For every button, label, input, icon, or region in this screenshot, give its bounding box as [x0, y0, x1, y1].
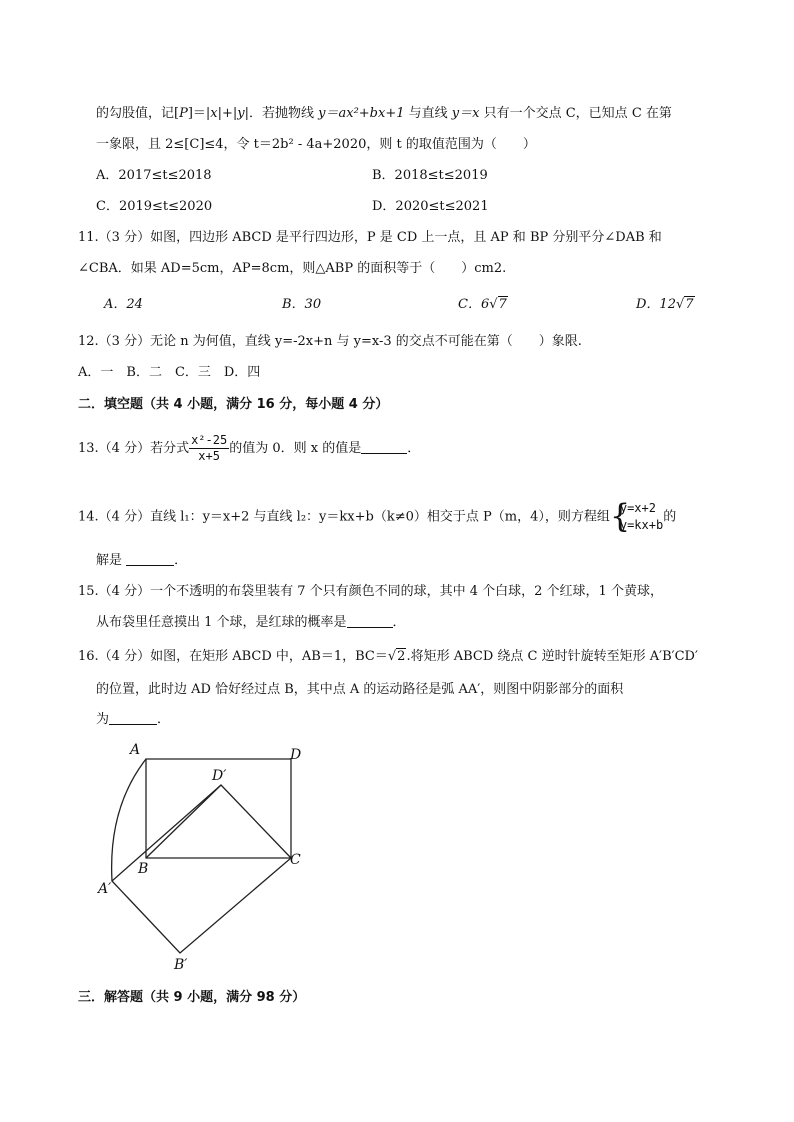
q10-var: x [210, 106, 218, 121]
sqrt-icon: √7 [489, 297, 507, 312]
rectangle-abcd [146, 759, 291, 858]
q14-answer-blank[interactable] [126, 552, 174, 566]
q11-option-d-radicand: 7 [685, 297, 694, 312]
q15-answer-blank[interactable] [347, 614, 393, 628]
label-c: C [290, 852, 301, 868]
rectangle-a-prime-b-prime-c-d-prime [112, 785, 291, 953]
q10-text: ]＝| [187, 106, 211, 121]
q16-radicand: 2 [397, 649, 406, 664]
q14-line2 [96, 552, 187, 570]
q10-text: 与直线 [404, 106, 452, 121]
q10-equation: y＝ax²+bx+1 [318, 106, 405, 121]
q16-text: 为 [96, 712, 110, 727]
label-b: B [138, 861, 149, 877]
sqrt-icon: √7 [675, 297, 694, 312]
q14-text: 的 [663, 509, 677, 525]
brace-icon: { [609, 497, 631, 535]
q13-denominator: x+5 [198, 449, 220, 463]
q16-text: ． [157, 712, 171, 727]
q16-line3 [96, 711, 170, 729]
q13-fraction [189, 433, 229, 464]
arc-a-a-prime [112, 759, 149, 881]
q15-text: ． [392, 615, 406, 630]
q16-line1 [78, 648, 698, 666]
segment-b-d-prime [146, 785, 221, 858]
label-a: A [130, 742, 141, 758]
q10-var: P [179, 106, 188, 121]
q14-line1 [78, 497, 677, 535]
sqrt-icon: √2 [387, 649, 406, 664]
q16-text: .将矩形 ABCD 绕点 C 逆时针旋转至矩形 A′B′CD′ [406, 649, 698, 664]
section-heading-solutions: 三．解答题（共 9 小题，满分 98 分） [78, 990, 306, 1005]
q14-equation-1: y=x+2 [619, 501, 656, 515]
q13-line [78, 433, 420, 464]
q11-option-b: B．30 [282, 297, 322, 312]
q12-options: A．一 B．二 C．三 D．四 [78, 365, 261, 380]
q13-numerator: x²-25 [191, 433, 228, 447]
q11-option-c-radicand: 7 [498, 297, 507, 312]
q14-equation-2: y=kx+b [619, 518, 664, 532]
q10-var: y [237, 106, 245, 121]
q14-text: ． [174, 553, 188, 568]
q11-option-c [458, 296, 508, 314]
q13-text: 13.（4 分）若分式 [78, 441, 190, 456]
q10-equation: y＝x [451, 106, 480, 121]
q12-line1: 12.（3 分）无论 n 为何值，直线 y=-2x+n 与 y=x-3 的交点不可能在第（ ）象限. [78, 334, 582, 349]
label-b-prime: B′ [174, 957, 188, 973]
q14-text: 14.（4 分）直线 l₁：y＝x+2 与直线 l₂：y＝kx+b（k≠0）相交于点 P（m，4），则方程组 [78, 509, 610, 525]
q14-equation-system [609, 497, 664, 535]
q10-text: 只有一个交点 C，已知点 C 在第 [479, 106, 672, 121]
q16-text: 16.（4 分）如图，在矩形 ABCD 中，AB＝1，BC＝ [78, 649, 388, 664]
label-d-prime: D′ [212, 768, 227, 784]
q11-option-a: A．24 [104, 297, 143, 312]
q10-option-c: C．2019≤t≤2020 [96, 199, 213, 214]
q11-option-c-coef: C．6 [458, 297, 490, 312]
q15-line2 [96, 614, 406, 632]
q13-text: 的值为 0．则 x 的值是 [229, 441, 362, 456]
q10-line2: 一象限，且 2≤[C]≤4，令 t＝2b² - 4a+2020，则 t 的取值范围为（ ） [96, 137, 536, 152]
section-heading-fill-in: 二．填空题（共 4 小题，满分 16 分，每小题 4 分） [78, 397, 389, 412]
q10-text: |+| [217, 106, 238, 121]
q10-line1 [96, 105, 672, 123]
q10-option-b: B．2018≤t≤2019 [372, 168, 488, 183]
q13-answer-blank[interactable] [361, 440, 407, 454]
label-d: D [290, 747, 302, 763]
q11-line2: ∠CBA．如果 AD=5cm，AP=8cm，则△ABP 的面积等于（ ）cm2. [78, 261, 507, 276]
q13-text: ． [407, 441, 421, 456]
q11-option-d [636, 296, 695, 314]
q15-line1: 15.（4 分）一个不透明的布袋里装有 7 个只有颜色不同的球，其中 4 个白球，2 个红球，1 个黄球， [78, 584, 663, 599]
q11-line1: 11.（3 分）如图，四边形 ABCD 是平行四边形，P 是 CD 上一点，且 AP 和 BP 分别平分∠DAB 和 [78, 230, 662, 245]
q10-option-d: D．2020≤t≤2021 [372, 199, 489, 214]
q10-option-a: A．2017≤t≤2018 [96, 168, 212, 183]
q10-text: |．若抛物线 [244, 106, 319, 121]
label-a-prime: A′ [98, 881, 112, 897]
q15-text: 从布袋里任意摸出 1 个球，是红球的概率是 [96, 615, 347, 630]
q16-answer-blank[interactable] [109, 711, 157, 725]
q16-line2: 的位置，此时边 AD 恰好经过点 B，其中点 A 的运动路径是弧 AA′，则图中阴影部分的面积 [96, 682, 624, 697]
q10-text: 的勾股值，记[ [96, 106, 180, 121]
q14-text: 解是 [96, 553, 123, 568]
q11-option-d-coef: D．12 [636, 297, 676, 312]
